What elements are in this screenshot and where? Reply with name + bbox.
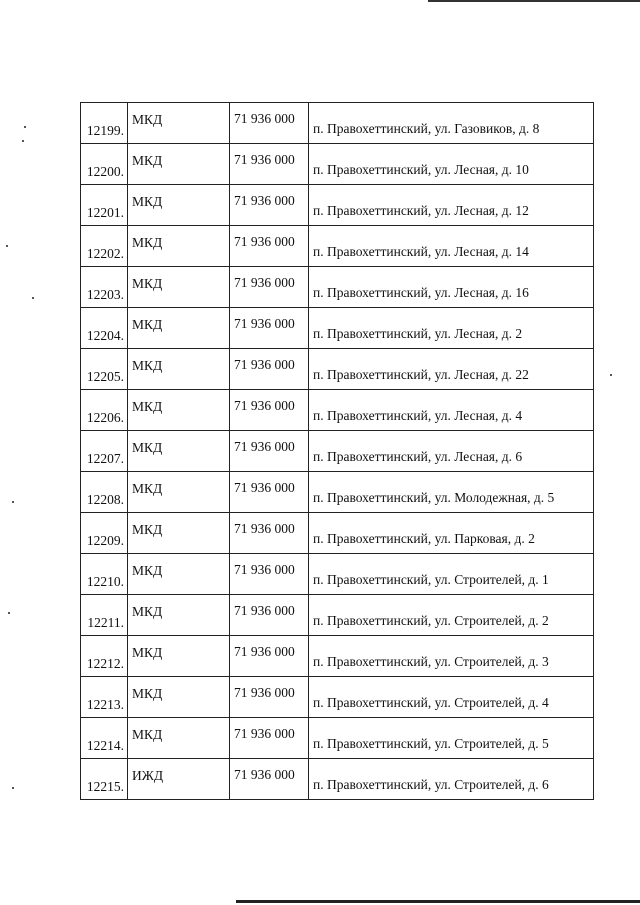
building-type-cell <box>128 103 230 144</box>
address-cell <box>309 554 594 595</box>
row-number-cell <box>81 226 128 267</box>
address: п. Правохеттинский, ул. Лесная, д. 22 <box>313 366 529 382</box>
row-number: 12206. <box>86 409 124 425</box>
row-number-cell <box>81 718 128 759</box>
row-number-cell <box>81 636 128 677</box>
oktmo-code-cell <box>230 554 309 595</box>
oktmo-code-cell <box>230 759 309 800</box>
oktmo-code: 71 936 000 <box>234 521 295 536</box>
oktmo-code-cell <box>230 431 309 472</box>
oktmo-code: 71 936 000 <box>234 439 295 454</box>
oktmo-code-cell <box>230 185 309 226</box>
address-registry-table <box>80 102 594 800</box>
row-number-cell <box>81 472 128 513</box>
row-number: 12214. <box>86 737 124 753</box>
oktmo-code-cell <box>230 595 309 636</box>
table-row <box>81 595 594 636</box>
table-row <box>81 718 594 759</box>
building-type: МКД <box>132 686 163 701</box>
building-type: МКД <box>132 522 163 537</box>
table-row <box>81 390 594 431</box>
row-number: 12210. <box>86 573 124 589</box>
row-number: 12201. <box>86 204 124 220</box>
row-number-cell <box>81 267 128 308</box>
row-number-cell <box>81 144 128 185</box>
row-number-cell <box>81 308 128 349</box>
scan-speck <box>12 501 14 503</box>
oktmo-code-cell <box>230 513 309 554</box>
address-cell <box>309 390 594 431</box>
address: п. Правохеттинский, ул. Лесная, д. 16 <box>313 284 529 300</box>
row-number: 12200. <box>86 163 124 179</box>
oktmo-code-cell <box>230 472 309 513</box>
building-type: МКД <box>132 563 163 578</box>
address-cell <box>309 349 594 390</box>
building-type-cell <box>128 677 230 718</box>
table-row <box>81 636 594 677</box>
oktmo-code-cell <box>230 308 309 349</box>
building-type: МКД <box>132 481 163 496</box>
address-cell <box>309 513 594 554</box>
address: п. Правохеттинский, ул. Парковая, д. 2 <box>313 530 535 546</box>
table-row <box>81 349 594 390</box>
address-cell <box>309 636 594 677</box>
building-type-cell <box>128 349 230 390</box>
building-type-cell <box>128 595 230 636</box>
table-row <box>81 513 594 554</box>
oktmo-code: 71 936 000 <box>234 275 295 290</box>
address: п. Правохеттинский, ул. Молодежная, д. 5 <box>313 489 555 505</box>
oktmo-code: 71 936 000 <box>234 234 295 249</box>
address: п. Правохеттинский, ул. Строителей, д. 6 <box>313 776 549 792</box>
scan-speck <box>24 126 26 128</box>
table-row <box>81 759 594 800</box>
row-number: 12209. <box>86 532 124 548</box>
address-cell <box>309 103 594 144</box>
oktmo-code-cell <box>230 718 309 759</box>
building-type: МКД <box>132 645 163 660</box>
oktmo-code: 71 936 000 <box>234 480 295 495</box>
table-row <box>81 472 594 513</box>
table-row <box>81 677 594 718</box>
row-number: 12215. <box>86 778 124 794</box>
address: п. Правохеттинский, ул. Строителей, д. 2 <box>313 612 549 628</box>
scan-edge-bottom <box>236 900 640 903</box>
building-type-cell <box>128 554 230 595</box>
address: п. Правохеттинский, ул. Строителей, д. 5 <box>313 735 549 751</box>
building-type-cell <box>128 226 230 267</box>
address: п. Правохеттинский, ул. Лесная, д. 12 <box>313 202 529 218</box>
building-type-cell <box>128 144 230 185</box>
building-type: ИЖД <box>132 768 164 783</box>
oktmo-code: 71 936 000 <box>234 603 295 618</box>
table-row <box>81 226 594 267</box>
row-number: 12204. <box>86 327 124 343</box>
building-type-cell <box>128 267 230 308</box>
building-type: МКД <box>132 358 163 373</box>
building-type: МКД <box>132 194 163 209</box>
address-cell <box>309 718 594 759</box>
scan-speck <box>6 245 8 247</box>
address-cell <box>309 759 594 800</box>
scan-speck <box>22 140 24 142</box>
oktmo-code: 71 936 000 <box>234 111 295 126</box>
oktmo-code-cell <box>230 103 309 144</box>
row-number: 12212. <box>86 655 124 671</box>
building-type-cell <box>128 513 230 554</box>
building-type-cell <box>128 308 230 349</box>
address-cell <box>309 185 594 226</box>
address-cell <box>309 431 594 472</box>
address: п. Правохеттинский, ул. Лесная, д. 10 <box>313 161 529 177</box>
oktmo-code: 71 936 000 <box>234 316 295 331</box>
building-type: МКД <box>132 440 163 455</box>
oktmo-code: 71 936 000 <box>234 562 295 577</box>
address: п. Правохеттинский, ул. Строителей, д. 1 <box>313 571 549 587</box>
row-number: 12213. <box>86 696 124 712</box>
building-type: МКД <box>132 153 163 168</box>
table-row <box>81 267 594 308</box>
row-number-cell <box>81 390 128 431</box>
row-number-cell <box>81 103 128 144</box>
row-number-cell <box>81 185 128 226</box>
address-cell <box>309 226 594 267</box>
row-number-cell <box>81 595 128 636</box>
table-row <box>81 308 594 349</box>
building-type: МКД <box>132 235 163 250</box>
oktmo-code-cell <box>230 144 309 185</box>
building-type-cell <box>128 636 230 677</box>
oktmo-code: 71 936 000 <box>234 398 295 413</box>
building-type: МКД <box>132 317 163 332</box>
building-type-cell <box>128 759 230 800</box>
table-row <box>81 144 594 185</box>
oktmo-code: 71 936 000 <box>234 644 295 659</box>
registry-table-body <box>81 103 594 800</box>
oktmo-code-cell <box>230 267 309 308</box>
address: п. Правохеттинский, ул. Строителей, д. 3 <box>313 653 549 669</box>
oktmo-code: 71 936 000 <box>234 193 295 208</box>
row-number-cell <box>81 349 128 390</box>
building-type-cell <box>128 431 230 472</box>
row-number-cell <box>81 431 128 472</box>
address: п. Правохеттинский, ул. Лесная, д. 4 <box>313 407 523 423</box>
table-row <box>81 431 594 472</box>
scan-speck <box>610 374 612 376</box>
row-number: 12203. <box>86 286 124 302</box>
oktmo-code-cell <box>230 636 309 677</box>
table-row <box>81 103 594 144</box>
scan-speck <box>8 612 10 614</box>
address: п. Правохеттинский, ул. Лесная, д. 2 <box>313 325 523 341</box>
oktmo-code: 71 936 000 <box>234 685 295 700</box>
scan-speck <box>32 297 34 299</box>
scan-speck <box>12 787 14 789</box>
row-number: 12207. <box>86 450 124 466</box>
building-type-cell <box>128 390 230 431</box>
building-type: МКД <box>132 276 163 291</box>
oktmo-code: 71 936 000 <box>234 357 295 372</box>
building-type: МКД <box>132 399 163 414</box>
oktmo-code-cell <box>230 677 309 718</box>
address-cell <box>309 267 594 308</box>
oktmo-code: 71 936 000 <box>234 152 295 167</box>
building-type: МКД <box>132 727 163 742</box>
table-row <box>81 554 594 595</box>
oktmo-code: 71 936 000 <box>234 726 295 741</box>
row-number: 12205. <box>86 368 124 384</box>
oktmo-code: 71 936 000 <box>234 767 295 782</box>
table-row <box>81 185 594 226</box>
row-number-cell <box>81 554 128 595</box>
address-cell <box>309 308 594 349</box>
address: п. Правохеттинский, ул. Лесная, д. 14 <box>313 243 529 259</box>
address-cell <box>309 677 594 718</box>
address-cell <box>309 595 594 636</box>
building-type: МКД <box>132 112 163 127</box>
oktmo-code-cell <box>230 390 309 431</box>
address-cell <box>309 472 594 513</box>
row-number: 12202. <box>86 245 124 261</box>
building-type-cell <box>128 472 230 513</box>
address: п. Правохеттинский, ул. Лесная, д. 6 <box>313 448 523 464</box>
scan-edge-top <box>428 0 640 2</box>
row-number: 12208. <box>86 491 124 507</box>
row-number-cell <box>81 759 128 800</box>
building-type: МКД <box>132 604 163 619</box>
oktmo-code-cell <box>230 226 309 267</box>
address: п. Правохеттинский, ул. Строителей, д. 4 <box>313 694 549 710</box>
row-number-cell <box>81 677 128 718</box>
address: п. Правохеттинский, ул. Газовиков, д. 8 <box>313 120 540 136</box>
address-cell <box>309 144 594 185</box>
row-number: 12199. <box>86 122 124 138</box>
oktmo-code-cell <box>230 349 309 390</box>
row-number: 12211. <box>87 614 124 630</box>
building-type-cell <box>128 718 230 759</box>
building-type-cell <box>128 185 230 226</box>
row-number-cell <box>81 513 128 554</box>
